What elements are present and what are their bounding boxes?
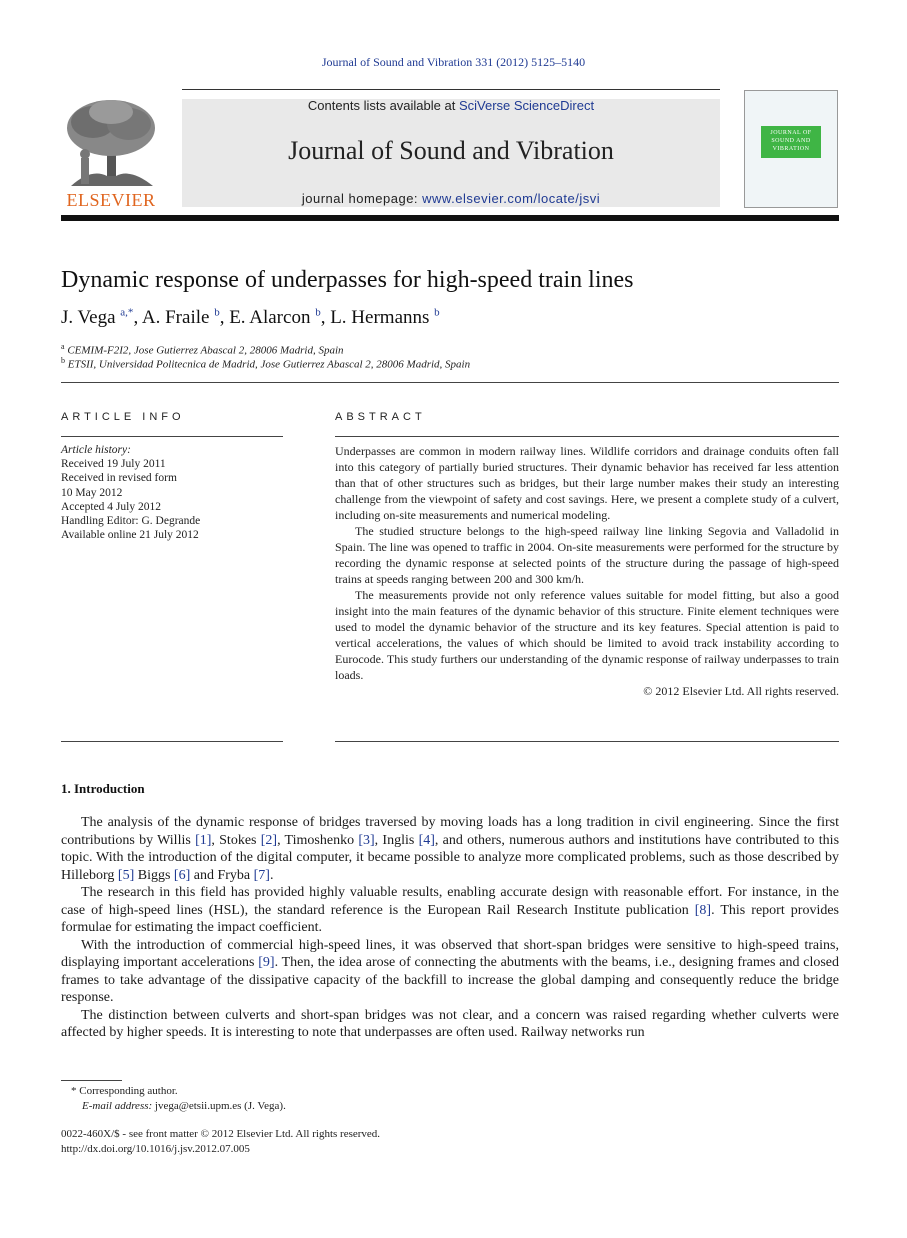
- history-line: Accepted 4 July 2012: [61, 500, 161, 513]
- intro-text: , Stokes: [211, 832, 261, 848]
- article-info-heading: ARTICLE INFO: [61, 411, 185, 423]
- abstract-paragraph: The studied structure belongs to the high-speed railway line linking Segovia and Valladolid in Spain. The line was opened to traffic in 2004. On-site measurements were performed for the structure by recording the dynamic response at selected points of the structure during the passage of high-speed trains at speeds ranging between 200 and 300 km/h.: [335, 524, 839, 586]
- intro-paragraph: [61, 814, 839, 884]
- journal-cover-thumbnail[interactable]: [744, 90, 838, 208]
- bottom-meta: [61, 1127, 380, 1156]
- affiliation-text: CEMIM-F2I2, Jose Gutierrez Abascal 2, 28006 Madrid, Spain: [67, 344, 344, 357]
- intro-paragraph: The distinction between culverts and short-span bridges was not clear, and a concern was raised regarding whether culverts were affected by higher speeds. It is interesting to note that underpasses are often used. Railway networks run: [61, 1007, 839, 1040]
- reference-link[interactable]: [4]: [418, 832, 435, 848]
- affiliation-text: ETSII, Universidad Politecnica de Madrid, Jose Gutierrez Abascal 2, 28006 Madrid, Spain: [67, 358, 471, 371]
- abstract-rule: [335, 436, 839, 437]
- info-rule: [61, 741, 283, 742]
- affiliation-mark: a: [61, 342, 65, 351]
- affiliation-a: [61, 342, 344, 357]
- homepage-link[interactable]: www.elsevier.com/locate/jsvi: [422, 191, 601, 206]
- sciencedirect-link[interactable]: SciVerse ScienceDirect: [458, 98, 595, 113]
- intro-text: . Then, the idea arose of connecting the abutments with the beams, i.e., designing frames and closed frames to take advantage of the dissipative capacity of the backfill to increase the global damping and consequently reduce the bridge response.: [61, 955, 840, 1005]
- reference-link[interactable]: [2]: [260, 832, 278, 848]
- intro-paragraph: [61, 937, 839, 1007]
- author-affiliation-mark[interactable]: a,*: [120, 306, 134, 319]
- author-name: A. Fraile: [141, 307, 210, 328]
- intro-text: Biggs: [134, 867, 174, 883]
- introduction-heading: 1. Introduction: [61, 781, 145, 796]
- intro-text: . This report provides formulae for estimating the impact coefficient.: [61, 902, 839, 935]
- doi-link[interactable]: http://dx.doi.org/10.1016/j.jsv.2012.07.005: [61, 1142, 250, 1155]
- author-list: J. Vega $^{a,*}$, A. Fraile $^b$, E. Alarcon $^b$, L. Hermanns $^b$: [61, 306, 440, 328]
- cover-title-box: JOURNAL OF SOUND AND VIBRATION: [761, 126, 821, 158]
- intro-text: .: [269, 867, 274, 883]
- issn-line: 0022-460X/$ - see front matter © 2012 Elsevier Ltd. All rights reserved.: [61, 1128, 381, 1140]
- email-label: E-mail address:: [82, 1099, 153, 1112]
- author-name: J. Vega: [61, 307, 116, 328]
- author-name: E. Alarcon: [229, 307, 311, 328]
- header-top-rule: [182, 89, 720, 90]
- reference-link[interactable]: [7]: [253, 867, 270, 883]
- journal-reference[interactable]: Journal of Sound and Vibration 331 (2012) 5125–5140: [321, 55, 586, 69]
- abstract-heading: ABSTRACT: [335, 411, 426, 423]
- email-note: [61, 1099, 286, 1114]
- intro-text: , Timoshenko: [277, 832, 359, 848]
- abstract-rule: [335, 741, 839, 742]
- corresponding-author-note: * Corresponding author.: [71, 1085, 178, 1097]
- history-line: Available online 21 July 2012: [61, 529, 199, 542]
- reference-link[interactable]: [5]: [117, 867, 135, 883]
- intro-text: and Fryba: [190, 867, 254, 883]
- history-line: Received in revised form: [61, 472, 177, 485]
- article-title: Dynamic response of underpasses for high-speed train lines: [61, 267, 634, 293]
- elsevier-wordmark: ELSEVIER: [66, 190, 156, 210]
- intro-text: The analysis of the dynamic response of bridges traversed by moving loads has a long tradition in civil engineering. Since the first contributions by Willis: [61, 815, 839, 848]
- intro-text: The research in this field has provided highly valuable results, enabling accurate design with reasonable effort. For instance, in the case of high-speed lines (HSL), the standard reference is the European Rail Research Institute publication: [61, 885, 839, 918]
- history-line: Received 19 July 2011: [61, 458, 166, 471]
- intro-text: With the introduction of commercial high-speed lines, it was observed that short-span bridges were sensitive to high-speed trains, displaying important accelerations: [61, 937, 839, 970]
- affiliation-mark: b: [61, 356, 65, 365]
- intro-text: , Inglis: [374, 832, 419, 848]
- abstract-copyright: © 2012 Elsevier Ltd. All rights reserved.: [643, 684, 839, 698]
- footnote-rule: [61, 1080, 122, 1081]
- contents-line: [182, 98, 720, 113]
- abstract-body: [335, 443, 839, 699]
- abstract-paragraph: The measurements provide not only reference values suitable for model fitting, but also a good insight into the main features of the dynamic behavior of this structure. Finite element techniques were used to model the dynamic behavior of the structure and its key features. Special attention is paid to vertical accelerations, the values of which should be limited to avoid track instability according to Eurocode. This study furthers our understanding of the dynamic response of railway underpasses to train loads.: [335, 588, 839, 682]
- homepage-line: [182, 191, 720, 206]
- article-history: [61, 443, 283, 542]
- author-affiliation-mark[interactable]: b: [434, 306, 440, 319]
- author-name: L. Hermanns: [330, 307, 430, 328]
- history-line: Handling Editor: G. Degrande: [61, 515, 201, 528]
- homepage-prefix: journal homepage:: [301, 191, 423, 206]
- reference-link[interactable]: [8]: [694, 902, 712, 918]
- section-rule: [61, 382, 839, 383]
- reference-link[interactable]: [6]: [173, 867, 191, 883]
- footnotes: [61, 1084, 286, 1113]
- info-rule: [61, 436, 283, 437]
- history-label: Article history:: [61, 444, 131, 456]
- affiliation-b: [61, 356, 470, 371]
- journal-title: Journal of Sound and Vibration: [288, 136, 614, 165]
- intro-paragraph: [61, 884, 839, 937]
- introduction-body: [61, 814, 839, 1042]
- intro-text: , and others, numerous authors and institutions have contributed to this topic. With the introduction of the digital computer, it became possible to analyze more complicated problems, such as those described by Hilleborg: [61, 832, 840, 883]
- abstract-paragraph: Underpasses are common in modern railway lines. Wildlife corridors and drainage conduits often fall into this category of partially buried structures. Their dynamic behavior has received far less attention than that of other structures such as bridges, but their large number makes their study an interesting challenge from the viewpoint of safety and cost savings. Here, we present a complete study of a culvert, including on-site measurements and numerical modeling.: [335, 444, 839, 522]
- email-value[interactable]: jvega@etsii.upm.es (J. Vega).: [152, 1099, 286, 1112]
- reference-link[interactable]: [9]: [258, 955, 275, 970]
- header-thick-rule: [61, 215, 839, 221]
- history-line: 10 May 2012: [61, 486, 123, 499]
- reference-link[interactable]: [1]: [195, 832, 212, 848]
- contents-prefix: Contents lists available at: [307, 98, 459, 113]
- author-affiliation-mark[interactable]: b: [315, 306, 321, 319]
- reference-link[interactable]: [3]: [358, 832, 375, 848]
- tree-icon: [61, 98, 161, 190]
- author-affiliation-mark[interactable]: b: [214, 306, 220, 319]
